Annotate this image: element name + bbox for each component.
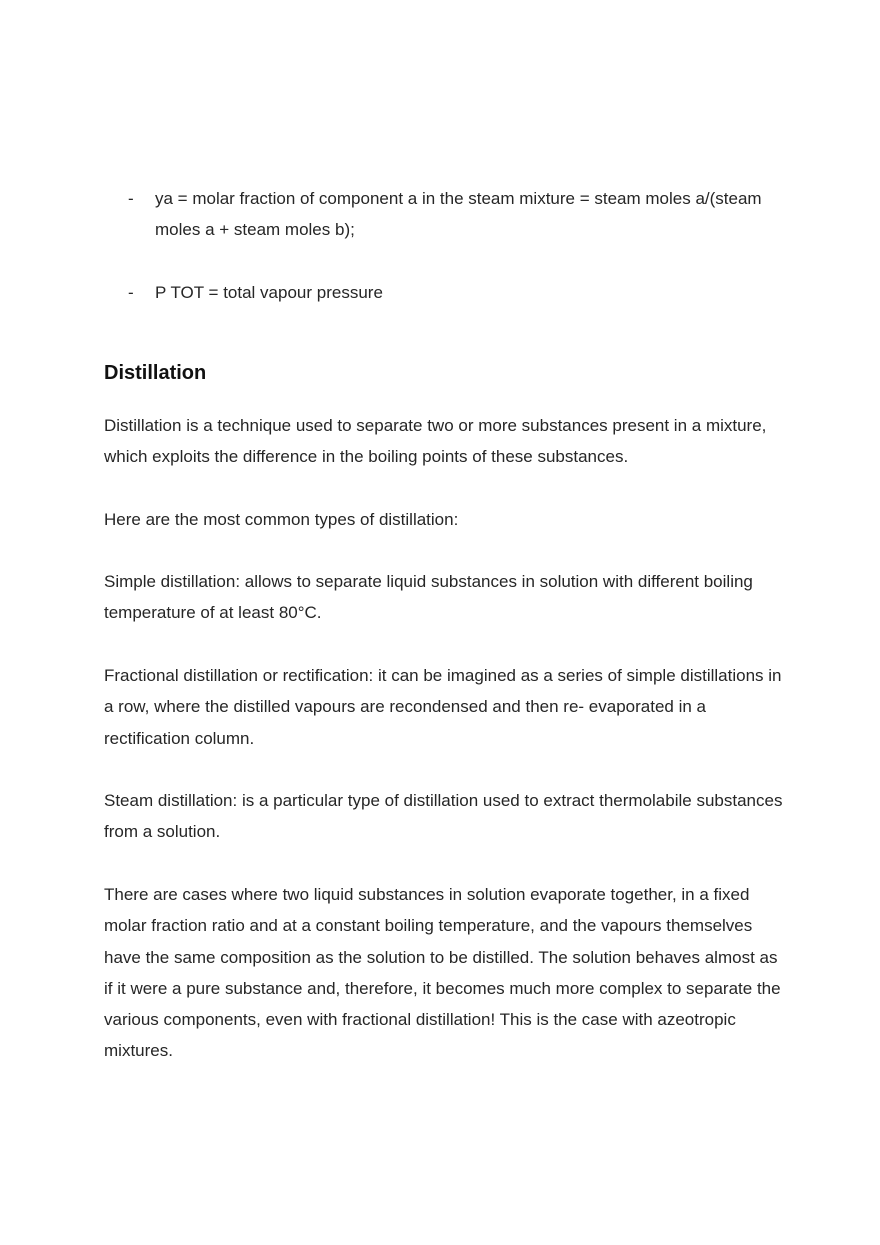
bullet-dash: -: [128, 189, 134, 208]
bullet-dash: -: [128, 283, 134, 302]
bullet-text: ya = molar fraction of component a in the steam mixture = steam moles a/(steam moles a + steam moles b);: [155, 189, 762, 239]
paragraph-fractional-distillation: Fractional distillation or rectification: it can be imagined as a series of simple distillations in a row, where the distilled vapours are recondensed and then re- evaporated in a rectification column.: [104, 666, 782, 748]
bullet-text: P TOT = total vapour pressure: [155, 283, 383, 302]
section-heading: Distillation: [104, 362, 207, 384]
paragraph-steam-distillation: Steam distillation: is a particular type of distillation used to extract thermolabile substances from a solution.: [104, 791, 783, 842]
paragraph-types-intro: Here are the most common types of distillation:: [104, 510, 459, 529]
paragraph-azeotropic-mixtures: There are cases where two liquid substances in solution evaporate together, in a fixed molar fraction ratio and at a constant boiling temperature, and the vapours themselves have the same composition as the solution to be distilled. The solution behaves almost as if it were a pure substance and, therefore, it becomes much more complex to separate the various components, even with fractional distillation! This is the case with azeotropic mixtures.: [104, 885, 781, 1061]
paragraph-distillation-definition: Distillation is a technique used to separate two or more substances present in a mixture, which exploits the difference in the boiling points of these substances.: [104, 416, 767, 467]
paragraph-simple-distillation: Simple distillation: allows to separate liquid substances in solution with different boiling temperature of at least 80°C.: [104, 572, 753, 623]
